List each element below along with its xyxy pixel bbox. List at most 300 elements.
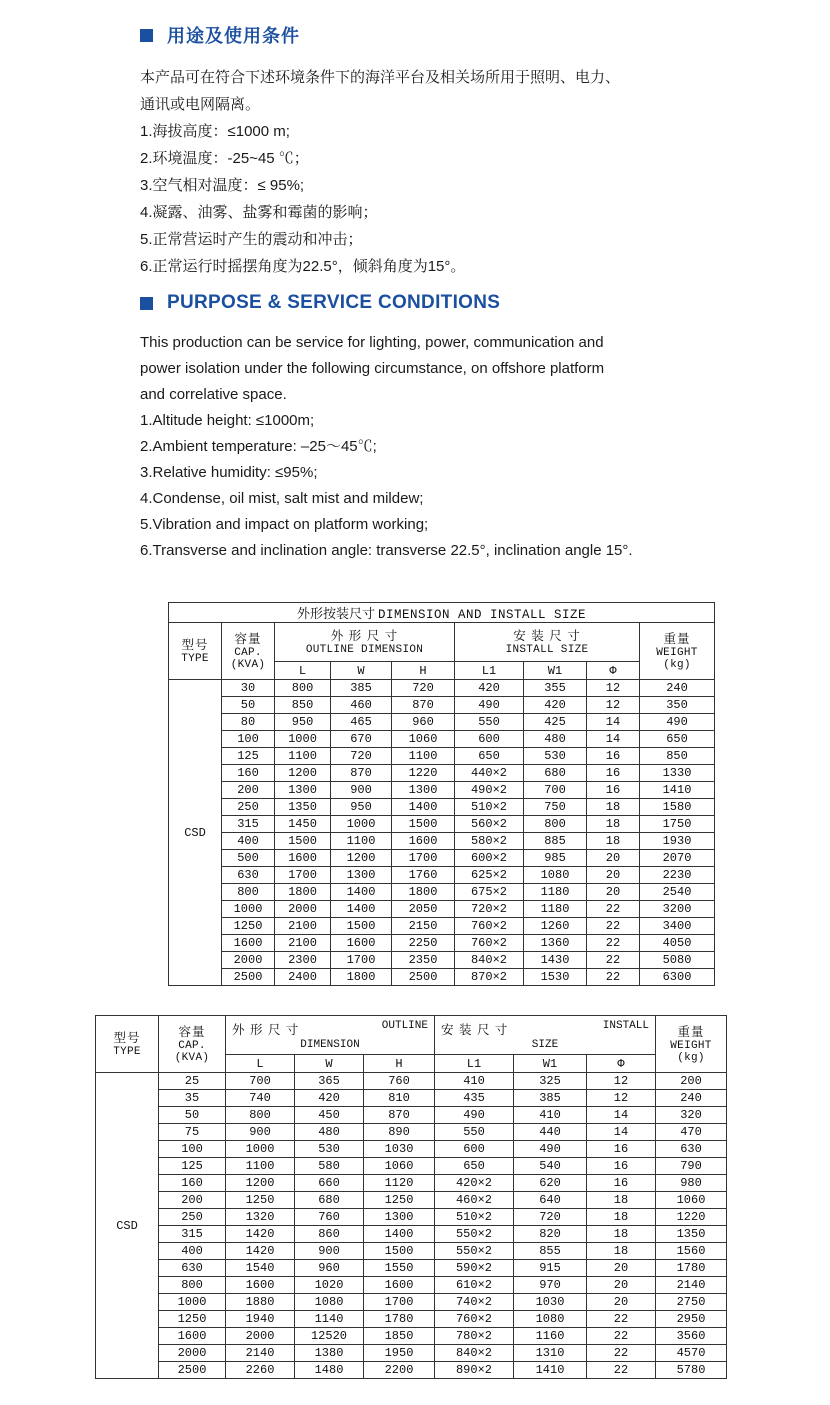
- cell-phi: 14: [587, 1124, 656, 1141]
- cell-capacity: 1250: [222, 918, 275, 935]
- cell-phi: 16: [587, 1158, 656, 1175]
- cell-capacity: 315: [159, 1226, 226, 1243]
- cell-w1: 385: [514, 1090, 587, 1107]
- cell-l: 1200: [275, 765, 331, 782]
- cell-l: 1320: [226, 1209, 295, 1226]
- cell-l: 1100: [226, 1158, 295, 1175]
- cell-h: 1700: [364, 1294, 435, 1311]
- cell-h: 1600: [364, 1277, 435, 1294]
- cell-w: 12520: [295, 1328, 364, 1345]
- cell-phi: 20: [587, 1277, 656, 1294]
- cell-l: 2140: [226, 1345, 295, 1362]
- header-outline-dimension: [226, 1016, 435, 1055]
- cell-weight: 6300: [640, 969, 715, 986]
- table-row: [169, 952, 715, 969]
- header-outline-sub: DIMENSION: [300, 1038, 360, 1051]
- cell-w: 870: [331, 765, 392, 782]
- table-row: [96, 1141, 727, 1158]
- header-capacity-unit: (KVA): [230, 659, 266, 671]
- cell-weight: 5780: [656, 1362, 727, 1379]
- table-row: [96, 1192, 727, 1209]
- header-install-cn: 安 装 尺 寸: [441, 1022, 509, 1037]
- cell-weight: 2140: [656, 1277, 727, 1294]
- cell-h: 1060: [364, 1158, 435, 1175]
- cell-weight: 1930: [640, 833, 715, 850]
- cell-capacity: 1600: [159, 1328, 226, 1345]
- header-weight-en: WEIGHT: [656, 647, 698, 659]
- cell-weight: 1410: [640, 782, 715, 799]
- cell-h: 870: [392, 697, 455, 714]
- cell-h: 810: [364, 1090, 435, 1107]
- cell-h: 890: [364, 1124, 435, 1141]
- cell-w1: 970: [514, 1277, 587, 1294]
- cell-w: 1200: [331, 850, 392, 867]
- cell-l1: 490: [435, 1107, 514, 1124]
- header-install-en: INSTALL: [602, 1019, 649, 1032]
- cell-capacity: 250: [159, 1209, 226, 1226]
- cell-weight: 2070: [640, 850, 715, 867]
- spec-table-2-wrapper: [95, 1015, 727, 1379]
- list-item: 1.海拔高度：≤1000 m;: [140, 123, 290, 140]
- caption-cn: 外形按装尺寸: [296, 606, 375, 621]
- list-item: 5.Vibration and impact on platform working;: [140, 516, 429, 533]
- cell-weight: 320: [656, 1107, 727, 1124]
- cell-h: 2050: [392, 901, 455, 918]
- cell-w1: 410: [514, 1107, 587, 1124]
- cell-h: 1500: [364, 1243, 435, 1260]
- cell-capacity: 160: [159, 1175, 226, 1192]
- header-capacity-en: CAP.: [234, 647, 262, 659]
- cell-l1: 550×2: [435, 1243, 514, 1260]
- cell-weight: 650: [640, 731, 715, 748]
- cell-l: 1000: [226, 1141, 295, 1158]
- cell-capacity: 125: [159, 1158, 226, 1175]
- cell-w1: 915: [514, 1260, 587, 1277]
- cell-w1: 1430: [524, 952, 587, 969]
- intro-line: and correlative space.: [140, 386, 287, 403]
- list-item: 3.Relative humidity: ≤95%;: [140, 464, 318, 481]
- header-sub-w1: W1: [524, 662, 587, 680]
- cell-l1: 650: [455, 748, 524, 765]
- cell-weight: 3560: [656, 1328, 727, 1345]
- cell-w: 1020: [295, 1277, 364, 1294]
- cell-w: 720: [331, 748, 392, 765]
- cell-l1: 420: [455, 680, 524, 697]
- cell-l1: 890×2: [435, 1362, 514, 1379]
- cell-l: 2300: [275, 952, 331, 969]
- cell-w1: 355: [524, 680, 587, 697]
- intro-line: 本产品可在符合下述环境条件下的海洋平台及相关场所用于照明、电力、: [140, 69, 621, 86]
- cell-weight: 1220: [656, 1209, 727, 1226]
- cell-w: 660: [295, 1175, 364, 1192]
- cell-w1: 820: [514, 1226, 587, 1243]
- table-row: [96, 1158, 727, 1175]
- list-item: 4.凝露、油雾、盐雾和霉菌的影响；: [140, 204, 378, 221]
- table-row: [169, 799, 715, 816]
- cell-weight: 4570: [656, 1345, 727, 1362]
- list-item: 6.正常运行时摇摆角度为22.5°，倾斜角度为15°。: [140, 258, 466, 275]
- cell-phi: 14: [587, 1107, 656, 1124]
- cell-l: 1420: [226, 1243, 295, 1260]
- cell-phi: 16: [587, 782, 640, 799]
- cell-weight: 240: [656, 1090, 727, 1107]
- cell-h: 2350: [392, 952, 455, 969]
- table-row: [169, 884, 715, 901]
- cell-weight: 5080: [640, 952, 715, 969]
- cell-h: 760: [364, 1073, 435, 1090]
- cell-capacity: 630: [222, 867, 275, 884]
- cell-l1: 435: [435, 1090, 514, 1107]
- cell-capacity: 2500: [222, 969, 275, 986]
- cell-phi: 18: [587, 1243, 656, 1260]
- cell-l1: 490×2: [455, 782, 524, 799]
- cell-w1: 1180: [524, 884, 587, 901]
- header-sub-h: H: [392, 662, 455, 680]
- header-type: [96, 1016, 159, 1073]
- header-type-en: TYPE: [181, 653, 209, 665]
- cell-l: 1250: [226, 1192, 295, 1209]
- cell-w1: 1160: [514, 1328, 587, 1345]
- cell-phi: 14: [587, 714, 640, 731]
- cell-phi: 22: [587, 918, 640, 935]
- cell-weight: 630: [656, 1141, 727, 1158]
- cell-w: 670: [331, 731, 392, 748]
- cell-type: CSD: [169, 680, 222, 986]
- cell-w1: 1310: [514, 1345, 587, 1362]
- header-row-1: [96, 1016, 727, 1055]
- cell-h: 1250: [364, 1192, 435, 1209]
- table-caption: [169, 603, 715, 623]
- cell-l: 1500: [275, 833, 331, 850]
- cell-capacity: 160: [222, 765, 275, 782]
- cell-l1: 550: [435, 1124, 514, 1141]
- cell-l: 1940: [226, 1311, 295, 1328]
- cell-l: 1000: [275, 731, 331, 748]
- table-row: [169, 901, 715, 918]
- cell-phi: 18: [587, 1192, 656, 1209]
- cell-w: 860: [295, 1226, 364, 1243]
- cell-phi: 16: [587, 1141, 656, 1158]
- cell-weight: 1750: [640, 816, 715, 833]
- cell-l: 1350: [275, 799, 331, 816]
- cell-w1: 720: [514, 1209, 587, 1226]
- cell-w: 1800: [331, 969, 392, 986]
- table-row: [96, 1073, 727, 1090]
- cell-w1: 425: [524, 714, 587, 731]
- cell-weight: 1350: [656, 1226, 727, 1243]
- cell-capacity: 2500: [159, 1362, 226, 1379]
- cell-capacity: 400: [159, 1243, 226, 1260]
- cell-h: 1550: [364, 1260, 435, 1277]
- table-caption-row: [169, 603, 715, 623]
- cell-w1: 985: [524, 850, 587, 867]
- cell-weight: 2950: [656, 1311, 727, 1328]
- header-sub-phi: Φ: [587, 662, 640, 680]
- cell-w: 450: [295, 1107, 364, 1124]
- cell-h: 1760: [392, 867, 455, 884]
- cell-phi: 12: [587, 1073, 656, 1090]
- cell-capacity: 1600: [222, 935, 275, 952]
- cell-w: 1080: [295, 1294, 364, 1311]
- header-outline-cn: 外 形 尺 寸: [330, 629, 399, 643]
- header-capacity-unit: (KVA): [174, 1052, 210, 1064]
- table-row: [169, 714, 715, 731]
- header-sub-l: L: [226, 1055, 295, 1073]
- header-row-1: [169, 623, 715, 662]
- cell-w: 385: [331, 680, 392, 697]
- cell-weight: 240: [640, 680, 715, 697]
- cell-l1: 840×2: [455, 952, 524, 969]
- cell-weight: 2230: [640, 867, 715, 884]
- cell-w: 1140: [295, 1311, 364, 1328]
- header-install-cn: 安 装 尺 寸: [513, 629, 581, 643]
- header-weight: [656, 1016, 727, 1073]
- cell-l: 1200: [226, 1175, 295, 1192]
- cell-w: 1380: [295, 1345, 364, 1362]
- cell-phi: 18: [587, 833, 640, 850]
- cell-w: 420: [295, 1090, 364, 1107]
- cell-h: 1030: [364, 1141, 435, 1158]
- list-item: 2.环境温度：-25~45 ℃；: [140, 150, 309, 167]
- square-bullet-icon: [140, 297, 153, 310]
- cell-w1: 1410: [514, 1362, 587, 1379]
- cell-l1: 490: [455, 697, 524, 714]
- cell-phi: 18: [587, 799, 640, 816]
- cell-l1: 610×2: [435, 1277, 514, 1294]
- cell-weight: 3200: [640, 901, 715, 918]
- cell-phi: 20: [587, 1294, 656, 1311]
- table-row: [96, 1311, 727, 1328]
- section-purpose-en: [140, 292, 820, 564]
- cell-l1: 675×2: [455, 884, 524, 901]
- cell-weight: 1060: [656, 1192, 727, 1209]
- list-item: 2.Ambient temperature: –25～45℃;: [140, 438, 377, 455]
- spec-table-2-body: [96, 1073, 727, 1379]
- cell-h: 720: [392, 680, 455, 697]
- cell-h: 1800: [392, 884, 455, 901]
- section-title-cn: 用途及使用条件: [167, 26, 300, 46]
- cell-w1: 325: [514, 1073, 587, 1090]
- section-title-en: PURPOSE & SERVICE CONDITIONS: [167, 292, 501, 313]
- cell-w1: 1180: [524, 901, 587, 918]
- cell-h: 2250: [392, 935, 455, 952]
- cell-phi: 22: [587, 901, 640, 918]
- cell-l1: 600×2: [455, 850, 524, 867]
- cell-l: 900: [226, 1124, 295, 1141]
- cell-weight: 4050: [640, 935, 715, 952]
- header-weight-en: WEIGHT: [670, 1040, 712, 1052]
- spec-table-1: [168, 602, 715, 986]
- cell-h: 1100: [392, 748, 455, 765]
- cell-w: 1480: [295, 1362, 364, 1379]
- cell-w: 960: [295, 1260, 364, 1277]
- cell-l: 2100: [275, 918, 331, 935]
- cell-h: 1060: [392, 731, 455, 748]
- table-row: [169, 918, 715, 935]
- header-capacity: [222, 623, 275, 680]
- cell-phi: 16: [587, 748, 640, 765]
- table-row: [96, 1226, 727, 1243]
- cell-capacity: 1250: [159, 1311, 226, 1328]
- cell-w1: 530: [524, 748, 587, 765]
- spec-table-1-body: [169, 680, 715, 986]
- table-row: [96, 1294, 727, 1311]
- header-weight-unit: (kg): [663, 659, 691, 671]
- cell-w: 900: [331, 782, 392, 799]
- cell-l1: 760×2: [455, 935, 524, 952]
- cell-l: 800: [275, 680, 331, 697]
- header-outline-cn: 外 形 尺 寸: [232, 1022, 300, 1037]
- cell-w: 1000: [331, 816, 392, 833]
- table-row: [169, 697, 715, 714]
- cell-h: 1400: [392, 799, 455, 816]
- cell-weight: 1780: [656, 1260, 727, 1277]
- cell-w: 580: [295, 1158, 364, 1175]
- table-row: [169, 833, 715, 850]
- intro-line: 通讯或电网隔离。: [140, 96, 261, 113]
- cell-phi: 22: [587, 1328, 656, 1345]
- cell-h: 2200: [364, 1362, 435, 1379]
- table-row: [169, 748, 715, 765]
- cell-h: 1700: [392, 850, 455, 867]
- cell-phi: 22: [587, 969, 640, 986]
- header-type: [169, 623, 222, 680]
- cell-weight: 1330: [640, 765, 715, 782]
- cell-l1: 870×2: [455, 969, 524, 986]
- cell-weight: 790: [656, 1158, 727, 1175]
- cell-capacity: 25: [159, 1073, 226, 1090]
- cell-phi: 20: [587, 1260, 656, 1277]
- cell-capacity: 200: [159, 1192, 226, 1209]
- cell-h: 1220: [392, 765, 455, 782]
- cell-l1: 625×2: [455, 867, 524, 884]
- cell-capacity: 400: [222, 833, 275, 850]
- cell-capacity: 50: [159, 1107, 226, 1124]
- table-row: [169, 782, 715, 799]
- cell-w1: 750: [524, 799, 587, 816]
- cell-capacity: 35: [159, 1090, 226, 1107]
- cell-h: 2150: [392, 918, 455, 935]
- cell-weight: 2750: [656, 1294, 727, 1311]
- cell-w1: 885: [524, 833, 587, 850]
- caption-en: DIMENSION AND INSTALL SIZE: [377, 608, 587, 622]
- header-type-cn: 型号: [113, 1031, 141, 1045]
- cell-w1: 680: [524, 765, 587, 782]
- cell-l: 1100: [275, 748, 331, 765]
- cell-capacity: 30: [222, 680, 275, 697]
- cell-weight: 200: [656, 1073, 727, 1090]
- table-row: [169, 731, 715, 748]
- cell-h: 1400: [364, 1226, 435, 1243]
- cell-h: 870: [364, 1107, 435, 1124]
- cell-l: 850: [275, 697, 331, 714]
- spec-table-1-wrapper: [168, 602, 715, 986]
- header-install-size: [455, 623, 640, 662]
- cell-w1: 1530: [524, 969, 587, 986]
- header-outline-en: OUTLINE DIMENSION: [305, 644, 424, 656]
- cell-w1: 640: [514, 1192, 587, 1209]
- cell-weight: 3400: [640, 918, 715, 935]
- section-heading-en: [140, 292, 820, 314]
- section-body-cn: [140, 64, 800, 280]
- header-sub-w: W: [295, 1055, 364, 1073]
- cell-w: 1400: [331, 884, 392, 901]
- cell-capacity: 1000: [159, 1294, 226, 1311]
- cell-weight: 980: [656, 1175, 727, 1192]
- table-row: [96, 1260, 727, 1277]
- cell-capacity: 100: [222, 731, 275, 748]
- cell-l1: 560×2: [455, 816, 524, 833]
- cell-weight: 850: [640, 748, 715, 765]
- cell-capacity: 2000: [159, 1345, 226, 1362]
- cell-phi: 22: [587, 1311, 656, 1328]
- header-sub-l: L: [275, 662, 331, 680]
- cell-phi: 12: [587, 1090, 656, 1107]
- cell-h: 1120: [364, 1175, 435, 1192]
- cell-phi: 22: [587, 935, 640, 952]
- cell-l: 700: [226, 1073, 295, 1090]
- cell-w: 465: [331, 714, 392, 731]
- cell-w1: 420: [524, 697, 587, 714]
- cell-l1: 410: [435, 1073, 514, 1090]
- cell-l1: 740×2: [435, 1294, 514, 1311]
- cell-w: 680: [295, 1192, 364, 1209]
- cell-h: 1600: [392, 833, 455, 850]
- cell-l1: 590×2: [435, 1260, 514, 1277]
- table-row: [96, 1090, 727, 1107]
- cell-weight: 350: [640, 697, 715, 714]
- cell-l1: 760×2: [455, 918, 524, 935]
- cell-capacity: 315: [222, 816, 275, 833]
- table-row: [96, 1124, 727, 1141]
- header-sub-w1: W1: [514, 1055, 587, 1073]
- cell-phi: 12: [587, 697, 640, 714]
- cell-phi: 22: [587, 1345, 656, 1362]
- cell-weight: 2540: [640, 884, 715, 901]
- cell-w1: 490: [514, 1141, 587, 1158]
- cell-capacity: 100: [159, 1141, 226, 1158]
- cell-l: 1420: [226, 1226, 295, 1243]
- table-row: [96, 1107, 727, 1124]
- cell-w1: 800: [524, 816, 587, 833]
- cell-capacity: 125: [222, 748, 275, 765]
- header-sub-h: H: [364, 1055, 435, 1073]
- cell-l1: 780×2: [435, 1328, 514, 1345]
- cell-capacity: 500: [222, 850, 275, 867]
- table-row: [169, 765, 715, 782]
- list-item: 3.空气相对温度：≤ 95%;: [140, 177, 305, 194]
- cell-phi: 18: [587, 1226, 656, 1243]
- section-purpose-cn: [140, 22, 800, 280]
- cell-l1: 580×2: [455, 833, 524, 850]
- square-bullet-icon: [140, 29, 153, 42]
- cell-l1: 420×2: [435, 1175, 514, 1192]
- cell-w: 1500: [331, 918, 392, 935]
- cell-capacity: 1000: [222, 901, 275, 918]
- table-row: [96, 1175, 727, 1192]
- cell-w1: 1080: [514, 1311, 587, 1328]
- table-row: [169, 935, 715, 952]
- table-row: [96, 1362, 727, 1379]
- cell-phi: 16: [587, 765, 640, 782]
- cell-h: 1850: [364, 1328, 435, 1345]
- cell-l1: 650: [435, 1158, 514, 1175]
- header-sub-w: W: [331, 662, 392, 680]
- cell-w: 1100: [331, 833, 392, 850]
- header-install-size: [435, 1016, 656, 1055]
- cell-w: 460: [331, 697, 392, 714]
- cell-phi: 18: [587, 1209, 656, 1226]
